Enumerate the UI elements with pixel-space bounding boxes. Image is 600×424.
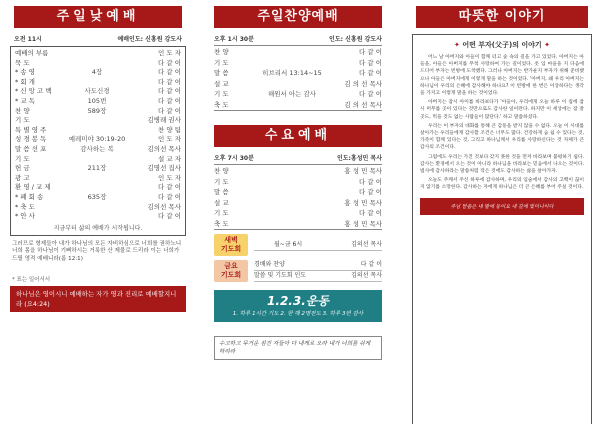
praise-row-item: 기 도 [214,58,229,67]
order-row-detail: 635장 [87,192,107,201]
wednesday-row-item: 기 도 [214,209,229,217]
praise-row-person: 다 같 이 [359,90,382,98]
praise-row [214,68,382,79]
order-row-person: 다 같 이 [158,183,181,192]
dawn-prayer-time: 월~금 6시 [274,240,303,248]
order-row-item: * 축 도 [15,202,35,211]
order-row-person: 김병래 권사 [147,116,181,125]
praise-row-person: 김 의 선 목사 [344,100,382,109]
column-sunday-service [0,0,196,424]
wednesday-row-detail [254,187,330,198]
wednesday-service-banner: 수요예배 [214,125,382,147]
order-row-item: 환 영 / 교 제 [15,183,51,192]
order-row [15,145,181,155]
order-row [15,135,181,145]
order-row-item: 묵 도 [15,58,30,67]
order-row-detail: 105번 [87,96,107,105]
order-row [15,193,181,203]
praise-order-list [210,46,386,110]
order-row-item: 기 도 [15,154,30,163]
divider [214,110,382,111]
praise-row [214,47,382,58]
wednesday-row-item: 축 도 [214,219,229,228]
praise-row-item: 찬 양 [214,48,229,56]
wednesday-row [214,177,382,188]
service-time: 오전 11시 [14,36,42,43]
wednesday-row-person: 홍 성 민 목사 [344,219,382,228]
wednesday-row-detail [254,219,330,230]
wednesday-row [214,219,382,230]
story-paragraph: 오늘도 주께서 주신 하루에 감사하며, 우리의 입술에서 감사의 고백이 끊이지 않기를 소망한다. 감사하는 자에게 하나님은 더 큰 은혜를 부어 주실 것이다. [420,178,584,191]
praise-time: 오후 1시 30분 [214,36,254,43]
order-row-item: 헌 금 [15,164,30,173]
wednesday-row-item: 기 도 [214,177,229,186]
goal-movement-box [214,290,382,322]
order-row-item: 예배의 부름 [15,49,49,57]
order-row-person: 인 도 자 [158,135,181,144]
friday-prayer-line [254,260,382,271]
praise-row-item: 말 씀 [214,69,229,77]
wednesday-row-person: 다 같 이 [359,177,382,186]
story-footer-verse: 주님 말씀은 내 발에 등이요 내 길에 빛이니이다 [420,198,584,215]
order-row-item: * 송 영 [15,68,35,77]
wednesday-row [214,187,382,198]
invitation-verse: 수고하고 무거운 짐진 자들아 다 내게로 오라 내가 너희를 쉬게 하리라 [214,336,382,360]
order-row-detail [59,174,135,184]
order-row-item: * 안 사 [15,212,35,221]
praise-leader: 인도: 신홍원 강도사 [329,36,382,43]
wednesday-row-detail [254,198,330,209]
order-row [15,116,181,126]
praise-row-person: 다 같 이 [359,48,382,56]
dawn-prayer-leader: 김의선 목사 [351,240,382,248]
order-row [15,68,181,78]
order-row-person: 김의선 목사 [147,202,181,211]
order-row [15,174,181,184]
order-row-item: * 폐 회 송 [15,192,44,201]
service-leader: 예배인도: 신홍원 강도사 [117,36,182,43]
praise-row-detail [254,58,330,69]
praise-row [214,89,382,100]
order-row-detail [59,126,135,136]
order-row-item: 광 고 [15,173,30,182]
wednesday-order-list [210,165,386,229]
wednesday-row-detail [254,166,330,177]
order-row [15,107,181,117]
story-paragraph: 우리는 이 부자의 대화를 통해 큰 감동을 받지 않을 수 없다. 오늘 이 시대를 살아가는 우리들에게 감사할 조건은 너무도 많다. 건강하게 숨 쉴 수 있다는 것, 가족이 함께 있다는 것, 그리고 하나님께서 우리를 사랑하신다는 것 자체가 큰 감사의 조건이다. [420,123,584,151]
order-row-detail: 감사하는 복 [80,144,114,153]
order-row [15,49,181,59]
wednesday-row-detail [254,177,330,188]
wednesday-row [214,208,382,219]
order-row-person: 설 교 자 [158,154,181,163]
story-paragraph: 어느 날 아버지와 아들이 함께 터고 숲 속의 길을 가고 있었다. 아버지는 아들을, 아들은 아버지를 무척 사랑하여 가는 길이었다. 옷 입 마을을 지 다음에 드디어 부자는 빈방에 도착했다. 그러나 아버지는 반가운지 부자가 위해 준비했으나 아들은 아버지에게 이렇게 말을 하는 것이었다. '아버지, 왜 우리 아버지는 하나님이 우리의 은혜에 감사해야 하나요? 이 빈방에 한 번은 이상하다는 생각을 가지고 이렇게 말을 하는 것이었다. [420,55,584,97]
order-row-detail [59,78,135,88]
dawn-prayer-badge: 새벽 기도회 [214,234,248,256]
order-row-person: 다 같 이 [158,192,181,201]
praise-row [214,79,382,90]
praise-row-item: 기 도 [214,90,229,98]
dawn-prayer-meeting [210,234,386,256]
scripture-quote: 그러므로 형제들아 내가 하나님의 모든 자비하심으로 너희를 권하노니 너희 몸을 하나님이 기뻐하시는 거룩한 산 제물로 드리라 이는 너희가 드릴 영적 예배니라(롬 12:1) [12,240,182,263]
order-row [15,126,181,136]
order-row-person: 김명선 집사 [147,164,181,173]
wednesday-row-person: 홍 성 민 목사 [344,198,382,207]
goal-items: 1. 하루 1시간 기도 2. 한 해 2명전도 3. 하루 3번 감사 [232,311,364,317]
order-row-item: 찬 양 [15,106,30,115]
wednesday-row-item: 찬 양 [214,167,229,175]
order-row-detail [59,59,135,69]
praise-row-detail [254,100,330,111]
order-row-detail [59,203,135,213]
bottom-verse: 하나님은 영이시니 예배하는 자가 영과 진리로 예배할지니라 (요4:24) [10,286,186,312]
order-row-person: 김의선 목사 [147,144,181,153]
praise-row-person: 김 의 선 목사 [344,79,382,88]
star-icon: ✦ [544,41,550,49]
sunday-service-header [10,34,186,43]
praise-service-banner: 주일찬양예배 [214,6,382,28]
column-warm-story [404,0,600,424]
story-title-text: 어떤 부자(父子)의 이야기 [462,41,542,49]
order-row-detail [59,212,135,222]
order-note: 지금부터 삶의 예배가 시작됩니다. [53,224,143,232]
order-row-detail: 589장 [87,106,107,115]
praise-row-detail: 해원서 아는 감사 [267,90,317,98]
order-row-item: * 신 앙 고 백 [15,87,52,96]
column-afternoon-services [200,0,396,424]
order-row-detail [59,155,135,165]
order-row [15,164,181,174]
goal-title: 1.2.3.운동 [267,294,329,308]
order-row-person: 다 같 이 [158,106,181,115]
story-paragraph: 그럼에도 우리는 가진 것보다 갖지 못한 것을 먼저 바라보며 불평하기 쉽다. 감사는 환경에서 오는 것이 아니라 하나님을 바라보는 믿음에서 나오는 것이다. 범사에 감사하라는 말씀처럼 작은 것에도 감사하는 삶을 살아가자. [420,154,584,175]
praise-row-item: 축 도 [214,100,229,109]
order-row-person: 인 도 자 [158,173,181,182]
friday-prayer-meeting [210,260,386,282]
dawn-prayer-line [254,240,382,251]
praise-row-person: 다 같 이 [359,58,382,67]
wednesday-row-item: 말 씀 [214,188,229,196]
wednesday-row [214,198,382,209]
order-row-item: 말 씀 선 포 [15,144,47,153]
praise-row-detail [254,47,330,58]
order-row-detail [59,49,135,59]
order-row-detail: 사도신경 [84,87,110,96]
order-row [15,212,181,222]
wednesday-row-person: 다 같 이 [359,188,382,196]
friday-prayer-line [254,271,382,282]
story-paragraph: 아버지는 잠시 아이를 바라보다가 '아들아, 우리에게 오늘 하루 이 집에 잠시 머무를 곳이 있다는 것만으로도 감사한 일이란다. 하지만 이 세상에는 잠 잘 곳도, 먹을 것도 없는 사람들이 많단다.' 하고 말씀하셨다. [420,100,584,120]
order-row-detail: 4장 [91,68,103,77]
praise-row-detail [254,79,330,90]
wednesday-row [214,166,382,177]
friday-prayer-item: 말씀 및 기도회 인도 [254,272,307,279]
order-row-item: 기 도 [15,116,30,125]
order-row-person: 다 같 이 [158,87,181,96]
order-row-detail: 211장 [87,164,107,173]
praise-row [214,58,382,69]
order-row [15,87,181,97]
wednesday-service-header [210,153,386,162]
order-row-item: 성 경 봉 독 [15,135,47,144]
order-row [15,183,181,193]
wednesday-leader: 인도:홍성민 목사 [336,155,382,162]
order-row [15,59,181,69]
service-order-box [10,46,186,236]
order-row-person: 다 같 이 [158,96,181,105]
friday-prayer-item: 경배와 찬양 [254,261,285,268]
warm-story-banner: 따뜻한 이야기 [416,6,588,28]
wednesday-row-person: 다 같 이 [359,209,382,217]
praise-row [214,100,382,111]
order-row-item: * 회 개 [15,77,35,86]
order-row [15,155,181,165]
order-row-item: 특 별 영 주 [15,125,47,134]
divider [214,229,382,230]
praise-row-person: 다 같 이 [359,69,382,77]
wednesday-row-detail [254,208,330,219]
order-row-person: 다 같 이 [158,58,181,67]
story-box [412,34,592,424]
praise-row-item: 설 교 [214,79,229,88]
wednesday-row-item: 설 교 [214,198,229,207]
praise-service-header [210,34,386,43]
order-row-item: * 교 독 [15,96,35,105]
order-row-detail: 예레미야 30:19-20 [68,135,126,144]
order-row-person: 다 같 이 [158,68,181,77]
story-title [420,40,584,50]
story-body [420,54,584,192]
wednesday-row-person: 홍 성 민 목사 [344,167,382,175]
order-row [15,203,181,213]
friday-prayer-person: 김의선 목사 [351,272,382,279]
friday-prayer-person: 다 같 이 [360,261,382,268]
order-row-person: 인 도 자 [158,49,181,57]
friday-prayer-badge: 금요 기도회 [214,260,248,282]
sunday-service-banner: 주일낮예배 [14,6,182,28]
order-row-person: 다 같 이 [158,212,181,221]
order-row [15,78,181,88]
order-row-detail [59,116,135,126]
order-row-person: 다 같 이 [158,77,181,86]
star-icon: ✦ [454,41,460,49]
order-row-detail [59,183,135,193]
praise-row-detail: 히브리서 13:14~15 [262,69,322,77]
wednesday-time: 오후 7시 30분 [214,155,254,162]
standing-note: * 표는 일어서서 [12,277,51,284]
order-row-person: 찬 양 팀 [158,125,181,134]
order-row [15,97,181,107]
